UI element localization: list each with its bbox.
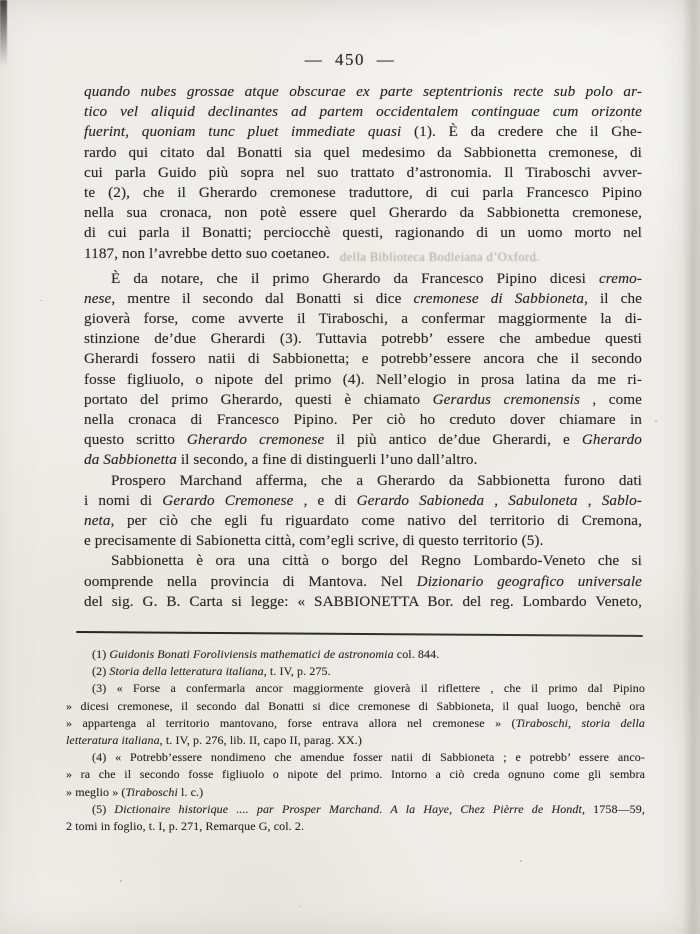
text-line bbox=[84, 102, 642, 122]
text-segment: nella cronaca di Francesco Pipino. Per ciò ho creduto dover chiamare in bbox=[84, 411, 642, 428]
text-segment: fosse figliuolo, o nipote del primo (4). Nell’elogio in prosa latina da me ri- bbox=[84, 370, 642, 388]
text-segment: col. 844. bbox=[393, 647, 440, 661]
italic-text-segment: cremonese di Sabbioneta bbox=[413, 289, 585, 307]
text-segment: (2) bbox=[92, 664, 110, 679]
text-line bbox=[84, 471, 642, 491]
text-segment: » meglio » ( bbox=[66, 784, 126, 799]
text-segment: nella sua cronaca, non potè essere quel Gherardo da Sabbionetta cremonese, bbox=[84, 204, 642, 222]
text-segment: , il che bbox=[584, 289, 642, 307]
text-segment: questo scritto bbox=[84, 431, 187, 449]
text-line bbox=[66, 663, 645, 680]
footnote bbox=[66, 646, 645, 663]
text-segment: cui parla Guido più sopra nel suo trattato d’astronomia. Il Tiraboschi avver- bbox=[84, 163, 642, 181]
text-segment: (3) « Forse a confermarla ancor maggiormente gioverà il riflettere , che il primo dal Pipino bbox=[92, 681, 645, 696]
paragraph bbox=[84, 551, 642, 612]
text-line bbox=[84, 122, 642, 142]
text-segment: oomprende nella provincia di Mantova. Nel bbox=[84, 572, 417, 590]
text-segment: , per ciò che egli fu riguardato come nativo del territorio di Cremona, bbox=[110, 511, 642, 529]
footnote bbox=[66, 680, 645, 749]
text-line bbox=[84, 82, 642, 102]
text-line bbox=[84, 430, 642, 450]
text-segment: 2 tomi in foglio, t. I, p. 271, Remarque G, col. 2. bbox=[66, 818, 305, 833]
paragraph bbox=[84, 82, 642, 264]
scan-speck bbox=[40, 300, 42, 301]
text-segment: 1187, non l’avrebbe detto suo coetaneo. bbox=[84, 244, 330, 262]
text-line bbox=[84, 511, 642, 531]
text-segment: , come bbox=[579, 390, 643, 408]
text-segment: Sabbionetta è ora una città o borgo del Regno Lombardo-Veneto che si bbox=[111, 552, 642, 570]
text-line bbox=[84, 370, 642, 390]
text-line bbox=[66, 801, 645, 818]
text-segment: l. c.) bbox=[177, 784, 204, 799]
text-segment: , bbox=[577, 491, 602, 509]
paragraph bbox=[84, 269, 642, 471]
text-segment: il secondo, a fine di distinguerli l’uno dall’altro. bbox=[176, 451, 478, 469]
page-number: — 450 — bbox=[304, 50, 396, 69]
scan-edge-shadow-right bbox=[682, 0, 700, 934]
text-segment: e precisamente di Sabionetta città, com’egli scrive, di questo territorio (5). bbox=[84, 532, 544, 550]
main-text bbox=[84, 82, 642, 612]
text-segment: , t. IV, p. 276, lib. II, capo II, parag. XX.) bbox=[159, 732, 363, 747]
text-segment: gioverà forse, come avverte il Tiraboschi, a confermar maggiormente la di- bbox=[84, 310, 642, 328]
italic-text-segment: Tiraboschi bbox=[125, 784, 178, 799]
italic-text-segment: Dizionario geografico universale bbox=[416, 572, 642, 590]
italic-text-segment: Gerardo Cremonese bbox=[162, 491, 294, 509]
italic-text-segment: da Sabbionetta bbox=[84, 451, 177, 469]
italic-text-segment: Gerardo Sabioneda bbox=[356, 491, 485, 509]
text-line bbox=[84, 491, 642, 511]
footnote bbox=[66, 801, 645, 835]
bleed-through-text: della Biblioteca Bodleiana d’Oxford. bbox=[340, 250, 540, 264]
text-line bbox=[84, 183, 642, 203]
text-segment: il più antico de’due Gherardi, e bbox=[324, 431, 582, 449]
text-line bbox=[66, 749, 645, 766]
text-line bbox=[84, 410, 642, 430]
text-segment: rardo qui citato dal Bonatti sia quel medesimo da Sabbionetta cremonese, di bbox=[84, 143, 642, 161]
text-line bbox=[66, 784, 645, 801]
text-line bbox=[84, 450, 642, 470]
text-line bbox=[66, 766, 645, 783]
italic-text-segment: Gherardo cremonese bbox=[186, 431, 325, 449]
text-segment: , t. IV, p. 275. bbox=[263, 664, 331, 679]
italic-text-segment: nese bbox=[84, 289, 112, 307]
scan-speck bbox=[655, 420, 657, 422]
text-segment: 1758—59, bbox=[585, 801, 645, 816]
italic-text-segment: Sablo- bbox=[601, 491, 642, 509]
text-line bbox=[66, 646, 645, 663]
text-segment: portato del primo Gherardo, questi è chiamato bbox=[84, 390, 433, 408]
italic-text-segment: cremo- bbox=[598, 269, 642, 287]
italic-text-segment: Sabuloneta bbox=[508, 491, 578, 509]
text-segment: del sig. G. B. Carta si legge: « SABBIONETTA Bor. del reg. Lombardo Veneto, bbox=[84, 592, 642, 610]
footnote bbox=[66, 749, 645, 801]
text-line bbox=[84, 349, 642, 369]
text-segment: » ra che il secondo fosse figliuolo o nipote del primo. Intorno a ciò creda ognuno come gli sembra bbox=[66, 767, 645, 782]
text-segment: te (2), che il Gherardo cremonese traduttore, di cui parla Francesco Pipino bbox=[84, 183, 642, 201]
text-line bbox=[66, 732, 645, 749]
scan-speck bbox=[210, 640, 211, 641]
text-segment: stinzione de’due Gherardi (3). Tuttavia potrebb’ essere che ambedue questi bbox=[84, 330, 642, 348]
italic-text-segment: neta bbox=[84, 511, 111, 529]
text-line bbox=[66, 818, 645, 835]
text-segment: , bbox=[484, 491, 509, 509]
italic-text-segment: tico vel aliquid declinantes ad partem occidentalem continguae cum orizonte bbox=[84, 103, 642, 121]
text-segment: (5) bbox=[92, 801, 115, 816]
text-segment: (1). È da credere che il Ghe- bbox=[413, 123, 642, 141]
italic-text-segment: Guidonis Bonati Foroliviensis mathematici de astronomia bbox=[109, 647, 394, 661]
text-line bbox=[84, 143, 642, 163]
text-segment: È da notare, che il primo Gherardo da Francesco Pipino dicesi bbox=[111, 269, 599, 287]
text-segment: di cui parla il Bonatti; perciocchè questi, ragionando di un uomo morto nel bbox=[84, 224, 642, 242]
text-line bbox=[84, 289, 642, 309]
text-line bbox=[84, 223, 642, 243]
text-segment: (1) bbox=[92, 647, 110, 661]
text-segment: » appartenga al territorio mantovano, forse entrava allora nel cremonese » ( bbox=[66, 715, 516, 730]
italic-text-segment: Dictionaire historique .... par Prosper Marchand. A la Haye, Chez Pièrre de Hondt, bbox=[114, 801, 586, 816]
text-segment: , mentre il secondo dal Bonatti si dice bbox=[111, 289, 414, 307]
text-segment: i nomi di bbox=[84, 491, 163, 509]
text-line bbox=[84, 572, 642, 592]
italic-text-segment: fuerint, quoniam tunc pluet immediate quasi bbox=[84, 123, 414, 141]
scan-speck bbox=[520, 860, 522, 862]
text-line bbox=[84, 390, 642, 410]
italic-text-segment: Gherardo bbox=[581, 431, 642, 449]
scan-speck bbox=[300, 905, 301, 907]
footnote-separator bbox=[76, 631, 643, 637]
text-line bbox=[66, 680, 645, 697]
text-line bbox=[84, 551, 642, 571]
text-line bbox=[84, 203, 642, 223]
text-line bbox=[66, 698, 645, 715]
scan-speck bbox=[620, 120, 622, 122]
italic-text-segment: Gerardus cremonensis bbox=[432, 390, 580, 408]
text-line bbox=[84, 329, 642, 349]
text-line bbox=[84, 269, 642, 289]
text-line bbox=[84, 531, 642, 551]
footnotes bbox=[66, 646, 645, 835]
paragraph bbox=[84, 471, 642, 552]
italic-text-segment: quando nubes grossae atque obscurae ex parte septentrionis recte sub polo ar- bbox=[84, 83, 642, 100]
text-line bbox=[84, 309, 642, 329]
text-segment: , e di bbox=[293, 491, 357, 509]
text-line bbox=[66, 715, 645, 732]
text-line bbox=[84, 592, 642, 612]
text-segment: (4) « Potrebb’essere nondimeno che amendue fosser natii di Sabbioneta ; e potrebb’ essere anco- bbox=[92, 750, 645, 765]
text-line bbox=[84, 244, 642, 264]
italic-text-segment: Tiraboschi, storia della bbox=[515, 715, 645, 730]
scan-speck bbox=[120, 880, 122, 882]
footnote bbox=[66, 663, 645, 680]
text-segment: Gherardi fossero natii di Sabbionetta; e potrebb’essere ancora che il secondo bbox=[84, 350, 642, 368]
text-segment: Prospero Marchand afferma, che a Gherardo da Sabbionetta furono dati bbox=[111, 471, 642, 489]
italic-text-segment: Storia della letteratura italiana bbox=[109, 664, 264, 679]
italic-text-segment: letteratura italiana bbox=[66, 732, 160, 747]
text-line bbox=[84, 163, 642, 183]
text-segment: » dicesi cremonese, il secondo dal Bonatti si dice cremonese di Sabbioneta, il qual luogo, benchè ora bbox=[66, 698, 645, 713]
